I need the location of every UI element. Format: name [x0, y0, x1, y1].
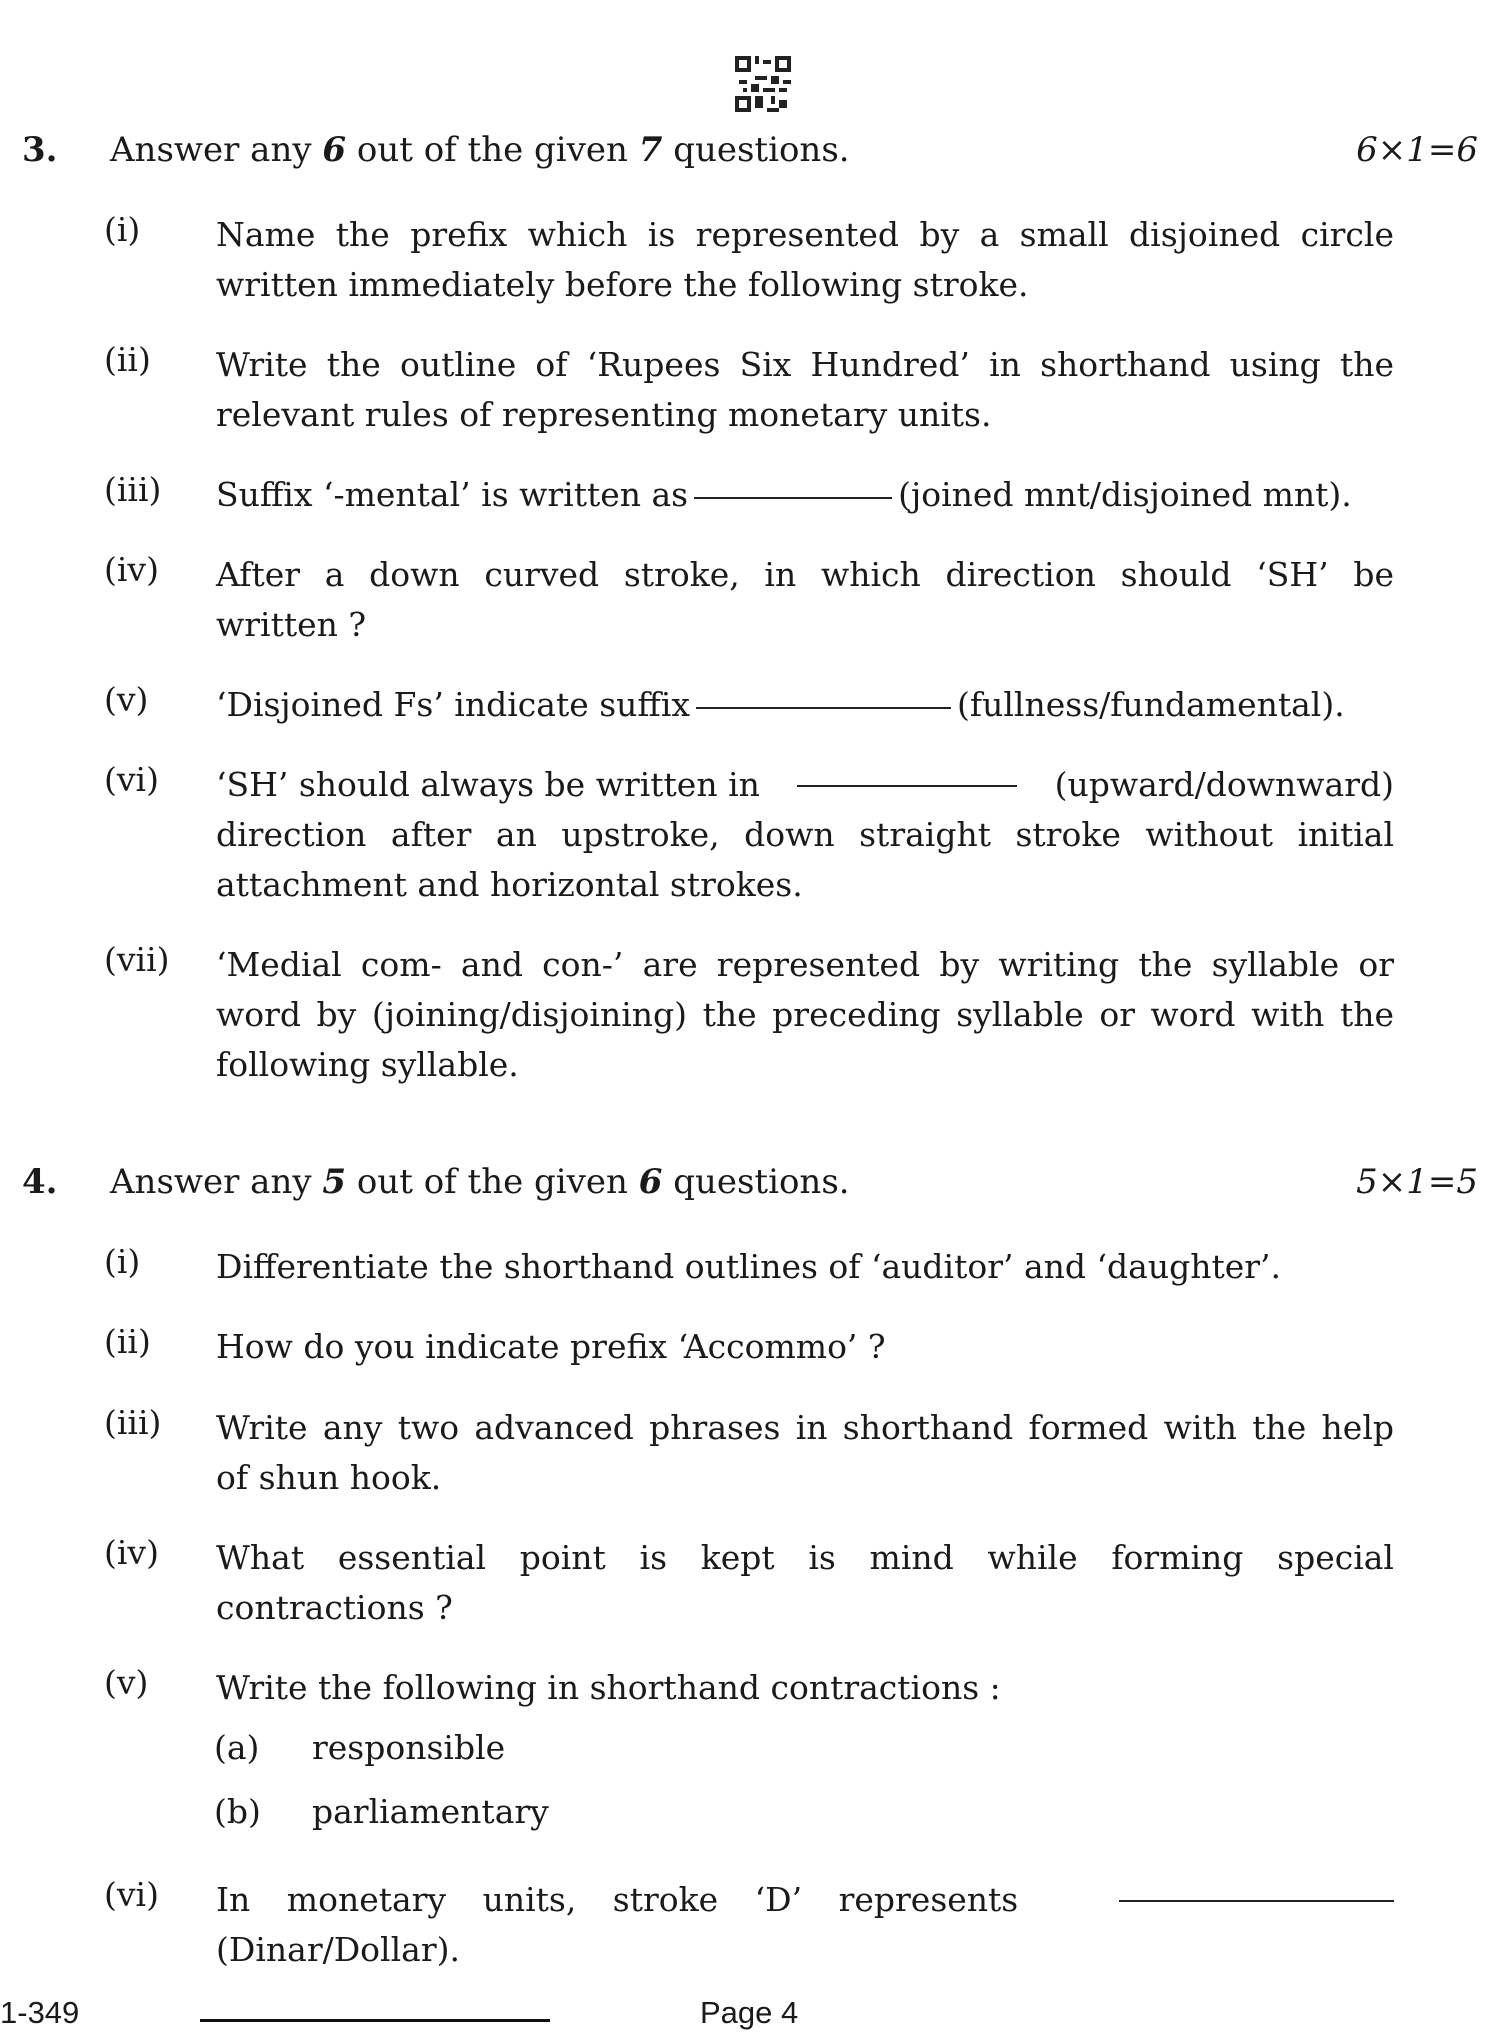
- question-4-header: [0, 1162, 1505, 1212]
- item-text: ‘Medial com- and con-’ are represented by writing the syllable or word by (joining/disjoining) the preceding syllable or word with the following syllable.: [216, 945, 1394, 1084]
- item-text: ‘SH’ should always be written in (upward/downward) direction after an upstroke, down straight stroke without initial attachment and horizontal strokes.: [216, 765, 1394, 904]
- item-label: (ii): [104, 1322, 151, 1361]
- answer-blank: [797, 783, 1017, 787]
- item-text: Write the following in shorthand contractions :: [216, 1668, 1001, 1707]
- item-label: (v): [104, 680, 149, 719]
- item-text: How do you indicate prefix ‘Accommo’ ?: [216, 1327, 886, 1366]
- answer-blank: [696, 705, 951, 709]
- question-instruction: Answer any 5 out of the given 6 questions.: [110, 1162, 850, 1202]
- question-3-header: [0, 130, 1505, 180]
- sub-item-label: (b): [214, 1792, 261, 1831]
- question-number: 3.: [22, 130, 58, 170]
- item-label: (iv): [104, 1533, 159, 1572]
- item-label: (iv): [104, 550, 159, 589]
- item-text: Write the outline of ‘Rupees Six Hundred’ in shorthand using the relevant rules of representing monetary units.: [216, 345, 1394, 434]
- item-text: Suffix ‘-mental’ is written as (joined mnt/disjoined mnt).: [216, 475, 1352, 514]
- qr-code: [735, 56, 791, 112]
- paper-code: 1-349: [0, 1995, 80, 2030]
- item-label: (iii): [104, 1403, 162, 1442]
- item-text: What essential point is kept is mind while forming special contractions ?: [216, 1538, 1394, 1627]
- answer-blank: [694, 495, 892, 499]
- sub-item-text: responsible: [312, 1728, 506, 1767]
- footer-rule: [200, 2019, 550, 2022]
- question-number: 4.: [22, 1162, 58, 1202]
- sub-item-label: (a): [214, 1728, 260, 1767]
- item-label: (vii): [104, 940, 170, 979]
- page-footer: [0, 1995, 1505, 2033]
- sub-item-text: parliamentary: [312, 1792, 549, 1831]
- item-text: Write any two advanced phrases in shorthand formed with the help of shun hook.: [216, 1408, 1394, 1497]
- item-label: (v): [104, 1663, 149, 1702]
- item-text: Differentiate the shorthand outlines of ‘auditor’ and ‘daughter’.: [216, 1247, 1281, 1286]
- page-number: Page 4: [700, 1995, 799, 2030]
- item-text: Name the prefix which is represented by a small disjoined circle written immediately before the following stroke.: [216, 215, 1394, 304]
- question-instruction: Answer any 6 out of the given 7 questions.: [110, 130, 850, 170]
- item-label: (iii): [104, 470, 162, 509]
- item-label: (ii): [104, 340, 151, 379]
- item-label: (vi): [104, 760, 159, 799]
- item-label: (i): [104, 210, 141, 249]
- item-label: (vi): [104, 1875, 159, 1914]
- question-marks: 6×1=6: [1356, 130, 1478, 170]
- item-label: (i): [104, 1242, 141, 1281]
- answer-blank: [1119, 1898, 1394, 1902]
- item-text: ‘Disjoined Fs’ indicate suffix (fullness/fundamental).: [216, 685, 1345, 724]
- item-text: In monetary units, stroke ‘D’ represents (Dinar/Dollar).: [216, 1875, 1394, 1975]
- item-text: After a down curved stroke, in which direction should ‘SH’ be written ?: [216, 555, 1394, 644]
- question-marks: 5×1=5: [1356, 1162, 1478, 1202]
